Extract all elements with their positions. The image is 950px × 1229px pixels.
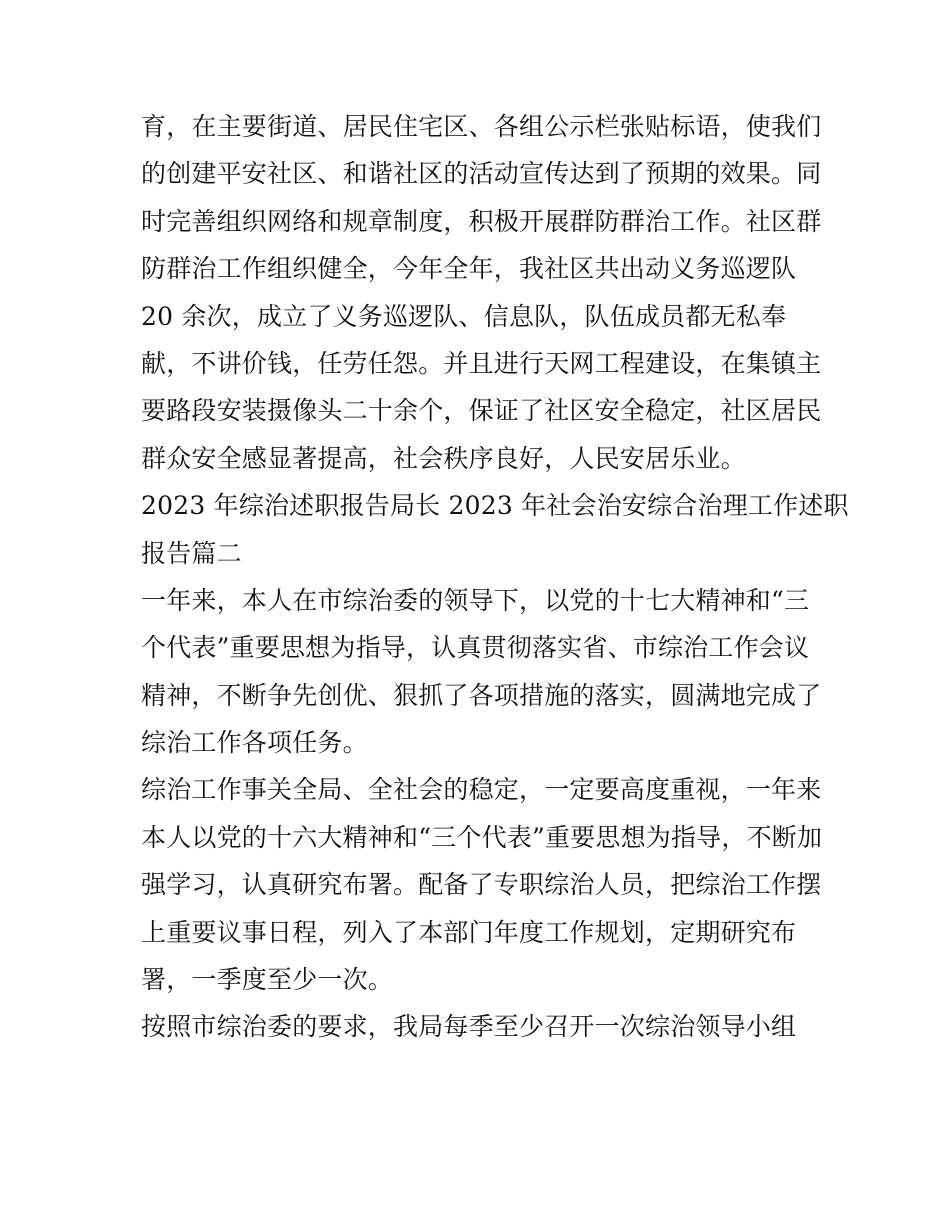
- section-heading-line-2: 报告篇二: [141, 538, 242, 568]
- text-line-14: 综治工作各项任务。: [141, 728, 368, 758]
- text-line-5: 20 余次，成立了义务巡逻队、信息队，队伍成员都无私奉: [141, 301, 787, 331]
- text-line-15: 综治工作事关全局、全社会的稳定，一定要高度重视，一年来: [141, 775, 822, 805]
- text-line-7: 要路段安装摄像头二十余个，保证了社区安全稳定，社区居民: [141, 396, 822, 426]
- text-line-12: 个代表”重要思想为指导，认真贯彻落实省、市综治工作会议: [141, 633, 810, 663]
- text-line-3: 时完善组织网络和规章制度，积极开展群防群治工作。社区群: [141, 206, 822, 236]
- text-line-11: 一年来，本人在市综治委的领导下，以党的十七大精神和“三: [141, 585, 810, 615]
- section-heading-line-1: 2023 年综治述职报告局长 2023 年社会治安综合治理工作述职: [141, 491, 849, 521]
- document-body: [141, 103, 849, 1051]
- text-line-16: 本人以党的十六大精神和“三个代表”重要思想为指导，不断加: [141, 822, 823, 852]
- text-line-8: 群众安全感显著提高，社会秩序良好，人民安居乐业。: [141, 443, 746, 473]
- text-line-17: 强学习，认真研究布署。配备了专职综治人员，把综治工作摆: [141, 870, 822, 900]
- text-line-18: 上重要议事日程，列入了本部门年度工作规划，定期研究布: [141, 917, 797, 947]
- text-line-13: 精神，不断争先创优、狠抓了各项措施的落实，圆满地完成了: [141, 680, 822, 710]
- text-line-20: 按照市综治委的要求，我局每季至少召开一次综治领导小组: [141, 1012, 797, 1042]
- text-line-1: 育，在主要街道、居民住宅区、各组公示栏张贴标语，使我们: [141, 112, 822, 141]
- text-line-19: 署，一季度至少一次。: [141, 965, 394, 995]
- text-line-4: 防群治工作组织健全，今年全年，我社区共出动义务巡逻队: [141, 254, 797, 284]
- text-line-2: 的创建平安社区、和谐社区的活动宣传达到了预期的效果。同: [141, 159, 822, 189]
- text-line-6: 献，不讲价钱，任劳任怨。并且进行天网工程建设，在集镇主: [141, 348, 822, 378]
